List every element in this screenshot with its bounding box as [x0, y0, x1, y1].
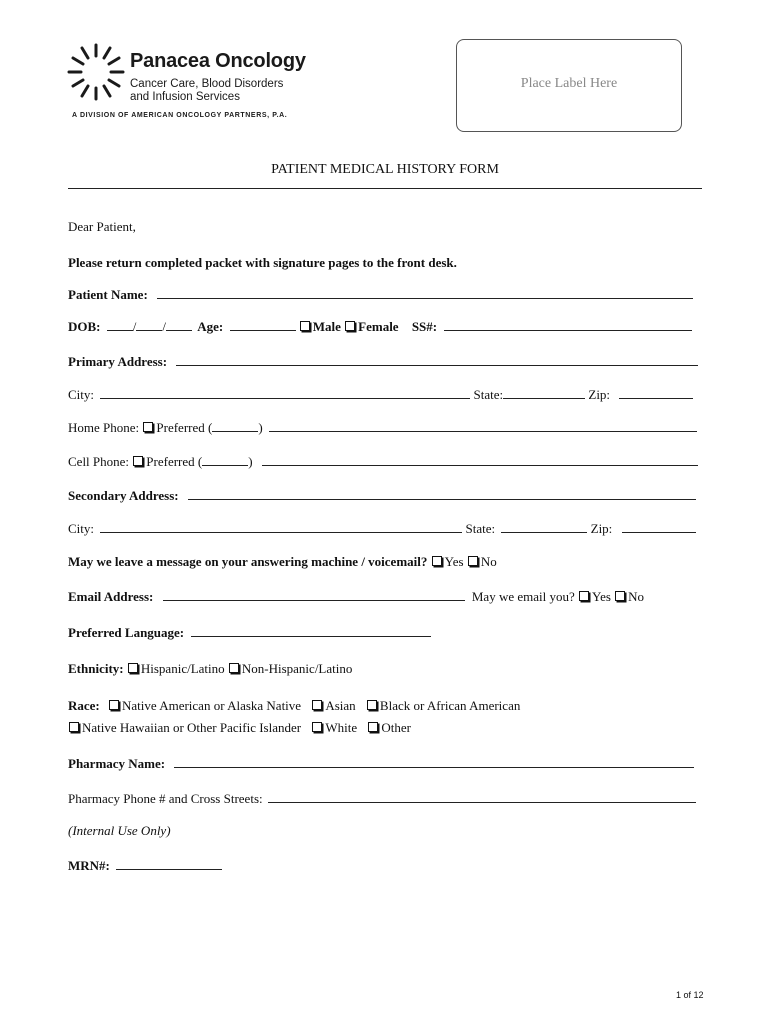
secondary-state-field[interactable]	[501, 520, 587, 533]
dob-row: DOB: / / Age: Male Female SS#:	[68, 318, 692, 335]
race-row-1: Race: Native American or Alaska Native Asian Black or African American	[68, 698, 521, 713]
secondary-city-row: City: State: Zip:	[68, 520, 696, 537]
pharmacy-phone-row: Pharmacy Phone # and Cross Streets:	[68, 790, 696, 807]
division-text: A DIVISION OF AMERICAN ONCOLOGY PARTNERS, P.A.	[72, 112, 288, 119]
label-placeholder-box: Place Label Here	[456, 39, 682, 132]
title-divider	[68, 188, 702, 189]
other-checkbox[interactable]	[368, 722, 378, 732]
dob-day-field[interactable]	[136, 318, 162, 331]
cell-phone-row: Cell Phone: Preferred ( )	[68, 453, 698, 470]
company-logo	[66, 40, 326, 124]
black-checkbox[interactable]	[367, 700, 377, 710]
patient-name-row: Patient Name:	[68, 286, 693, 303]
hawaiian-checkbox[interactable]	[69, 722, 79, 732]
home-phone-row: Home Phone: Preferred ( )	[68, 419, 697, 436]
mrn-row: MRN#:	[68, 857, 222, 874]
page-number: 1 of 12	[676, 990, 704, 1000]
email-no-checkbox[interactable]	[615, 591, 625, 601]
language-row: Preferred Language:	[68, 624, 431, 641]
secondary-address-field[interactable]	[188, 487, 696, 500]
email-yes-checkbox[interactable]	[579, 591, 589, 601]
pharmacy-name-field[interactable]	[174, 755, 694, 768]
voicemail-yes-checkbox[interactable]	[432, 556, 442, 566]
voicemail-no-checkbox[interactable]	[468, 556, 478, 566]
native-american-checkbox[interactable]	[109, 700, 119, 710]
brand-name: Panacea Oncology	[130, 50, 306, 72]
instructions: Please return completed packet with signature pages to the front desk.	[68, 255, 457, 270]
ss-field[interactable]	[444, 318, 692, 331]
secondary-city-field[interactable]	[100, 520, 462, 533]
secondary-address-row: Secondary Address:	[68, 487, 696, 504]
email-row: Email Address: May we email you? Yes No	[68, 589, 645, 604]
female-checkbox[interactable]	[345, 321, 355, 331]
white-checkbox[interactable]	[312, 722, 322, 732]
pharmacy-name-row: Pharmacy Name:	[68, 755, 694, 772]
dob-year-field[interactable]	[166, 318, 192, 331]
pharmacy-phone-field[interactable]	[268, 790, 696, 803]
cell-phone-field[interactable]	[262, 453, 698, 466]
home-preferred-checkbox[interactable]	[143, 422, 153, 432]
mrn-field[interactable]	[116, 857, 222, 870]
language-field[interactable]	[191, 624, 431, 637]
cell-preferred-field[interactable]	[202, 453, 248, 466]
primary-zip-field[interactable]	[619, 386, 693, 399]
secondary-zip-field[interactable]	[622, 520, 696, 533]
primary-address-row: Primary Address:	[68, 353, 698, 370]
home-preferred-field[interactable]	[212, 419, 258, 432]
home-phone-field[interactable]	[269, 419, 697, 432]
primary-state-field[interactable]	[503, 386, 585, 399]
male-checkbox[interactable]	[300, 321, 310, 331]
non-hispanic-checkbox[interactable]	[229, 663, 239, 673]
ethnicity-row: Ethnicity: Hispanic/Latino Non-Hispanic/Latino	[68, 661, 353, 676]
primary-city-row: City: State: Zip:	[68, 386, 693, 403]
form-title: PATIENT MEDICAL HISTORY FORM	[271, 162, 499, 177]
dob-month-field[interactable]	[107, 318, 133, 331]
primary-city-field[interactable]	[100, 386, 470, 399]
internal-use-label: (Internal Use Only)	[68, 823, 171, 838]
voicemail-row: May we leave a message on your answering machine / voicemail? Yes No	[68, 554, 497, 569]
email-field[interactable]	[163, 588, 465, 601]
primary-address-field[interactable]	[176, 353, 698, 366]
hispanic-checkbox[interactable]	[128, 663, 138, 673]
sunburst-icon	[66, 42, 126, 102]
age-field[interactable]	[230, 318, 296, 331]
patient-name-field[interactable]	[157, 286, 693, 299]
greeting: Dear Patient,	[68, 219, 136, 234]
asian-checkbox[interactable]	[312, 700, 322, 710]
race-row-2: Native Hawaiian or Other Pacific Islander White Other	[68, 720, 411, 736]
cell-preferred-checkbox[interactable]	[133, 456, 143, 466]
brand-tagline: Cancer Care, Blood Disorders and Infusion Services	[130, 78, 284, 103]
